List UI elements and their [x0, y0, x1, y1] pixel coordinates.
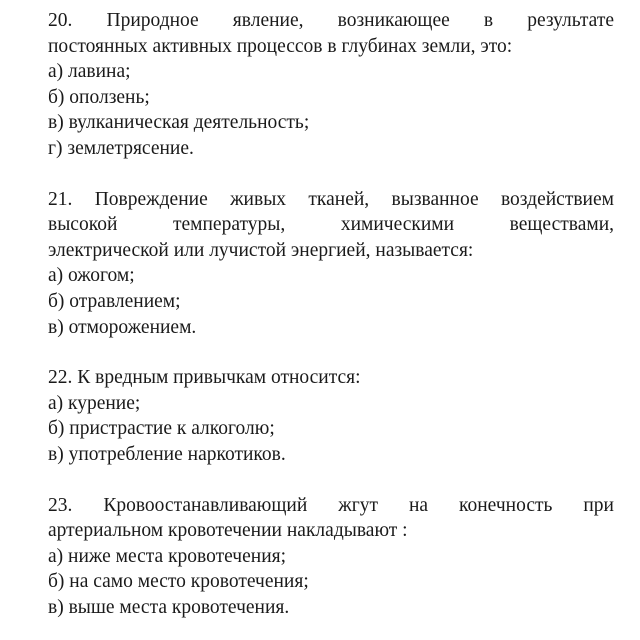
question-21-option-c: в) отморожением. — [48, 316, 197, 338]
question-21-line-2: высокой температуры, химическими веществами, — [48, 214, 614, 236]
question-21-option-a: а) ожогом; — [48, 265, 135, 287]
question-20-option-c: в) вулканическая деятельность; — [48, 112, 310, 134]
question-23-line-1: 23. Кровоостанавливающий жгут на конечность при — [48, 494, 614, 516]
question-23-option-a: а) ниже места кровотечения; — [48, 545, 287, 567]
question-20-line-1: 20. Природное явление, возникающее в результате — [48, 10, 614, 31]
question-21 — [48, 187, 614, 341]
question-spacer — [48, 162, 614, 187]
question-20-line-2: постоянных активных процессов в глубинах земли, это: — [48, 35, 513, 57]
document-page — [48, 8, 614, 620]
question-22 — [48, 365, 614, 467]
question-22-option-a: а) курение; — [48, 392, 141, 414]
question-20 — [48, 8, 614, 162]
question-23-option-b: б) на само место кровотечения; — [48, 571, 309, 593]
question-20-option-d: г) землетрясение. — [48, 137, 194, 159]
question-23-line-2: артериальном кровотечении накладывают : — [48, 520, 408, 542]
question-21-option-b: б) отравлением; — [48, 290, 181, 312]
question-21-line-3: электрической или лучистой энергией, называется: — [48, 239, 474, 261]
question-22-line-1: 22. К вредным привычкам относится: — [48, 367, 361, 389]
question-22-option-c: в) употребление наркотиков. — [48, 443, 286, 465]
question-23 — [48, 493, 614, 621]
question-spacer — [48, 468, 614, 493]
question-23-option-c: в) выше места кровотечения. — [48, 596, 290, 618]
question-20-option-a: а) лавина; — [48, 61, 131, 83]
question-22-option-b: б) пристрастие к алкоголю; — [48, 418, 275, 440]
question-spacer — [48, 340, 614, 365]
question-21-line-1: 21. Повреждение живых тканей, вызванное воздействием — [48, 188, 614, 210]
question-20-option-b: б) оползень; — [48, 86, 150, 108]
